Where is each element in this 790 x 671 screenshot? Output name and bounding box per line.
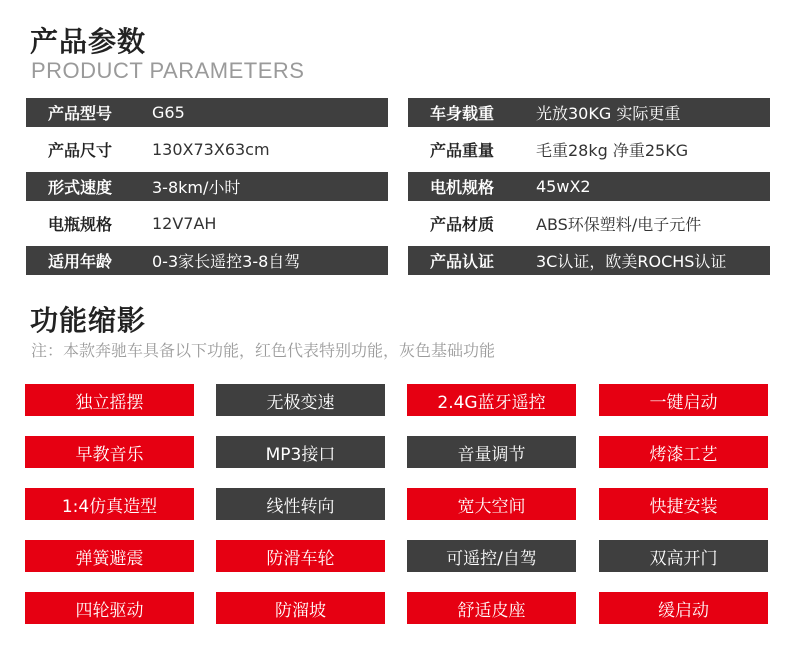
feature-tag: 音量调节 xyxy=(407,436,576,468)
spec-label: 车身载重 xyxy=(430,104,495,123)
spec-value: 12V7AH xyxy=(152,214,217,233)
spec-value: 3-8km/小时 xyxy=(152,178,241,197)
section-subtitle-parameters: PRODUCT PARAMETERS xyxy=(31,58,305,83)
section-title-parameters: 产品参数 xyxy=(30,25,147,58)
feature-tag: 可遥控/自驾 xyxy=(407,540,576,572)
spec-row-motor xyxy=(408,172,770,201)
feature-tag: 宽大空间 xyxy=(407,488,576,520)
spec-row-model xyxy=(26,98,388,127)
feature-tag: 防溜坡 xyxy=(216,592,385,624)
feature-tag: 1:4仿真造型 xyxy=(25,488,194,520)
spec-row-size xyxy=(26,135,388,164)
spec-label: 产品认证 xyxy=(430,252,495,271)
section-title-features: 功能缩影 xyxy=(30,304,147,337)
feature-tag: 烤漆工艺 xyxy=(599,436,768,468)
spec-value: 毛重28kg 净重25KG xyxy=(536,141,689,160)
spec-row-weight xyxy=(408,135,770,164)
spec-row-age xyxy=(26,246,388,275)
spec-value: 光放30KG 实际更重 xyxy=(536,104,681,123)
feature-tag: 一键启动 xyxy=(599,384,768,416)
spec-label: 形式速度 xyxy=(48,178,113,197)
spec-value: 3C认证，欧美ROCHS认证 xyxy=(536,252,727,271)
feature-tag: 缓启动 xyxy=(599,592,768,624)
spec-label: 产品重量 xyxy=(430,141,495,160)
spec-label: 电瓶规格 xyxy=(48,215,113,234)
feature-tag: 弹簧避震 xyxy=(25,540,194,572)
feature-tag: 防滑车轮 xyxy=(216,540,385,572)
spec-row-material xyxy=(408,209,770,238)
feature-tag: 快捷安装 xyxy=(599,488,768,520)
spec-label: 产品尺寸 xyxy=(48,141,113,160)
feature-tag: 早教音乐 xyxy=(25,436,194,468)
spec-row-battery xyxy=(26,209,388,238)
feature-tag: MP3接口 xyxy=(216,436,385,468)
feature-tag: 2.4G蓝牙遥控 xyxy=(407,384,576,416)
spec-value: 0-3家长遥控3-8自驾 xyxy=(152,252,301,271)
spec-value: 45wX2 xyxy=(536,177,591,196)
feature-tag: 独立摇摆 xyxy=(25,384,194,416)
spec-label: 产品材质 xyxy=(430,215,495,234)
feature-tag: 无极变速 xyxy=(216,384,385,416)
spec-row-load xyxy=(408,98,770,127)
spec-label: 电机规格 xyxy=(430,178,495,197)
spec-value: G65 xyxy=(152,103,185,122)
spec-label: 产品型号 xyxy=(48,104,113,123)
spec-value: ABS环保塑料/电子元件 xyxy=(536,215,702,234)
spec-row-certification xyxy=(408,246,770,275)
feature-tag: 四轮驱动 xyxy=(25,592,194,624)
spec-value: 130X73X63cm xyxy=(152,140,270,159)
spec-row-speed xyxy=(26,172,388,201)
features-note: 注：本款奔驰车具备以下功能，红色代表特别功能，灰色基础功能 xyxy=(31,341,496,360)
feature-tag: 双高开门 xyxy=(599,540,768,572)
feature-tag: 舒适皮座 xyxy=(407,592,576,624)
spec-label: 适用年龄 xyxy=(48,252,113,271)
feature-tag: 线性转向 xyxy=(216,488,385,520)
